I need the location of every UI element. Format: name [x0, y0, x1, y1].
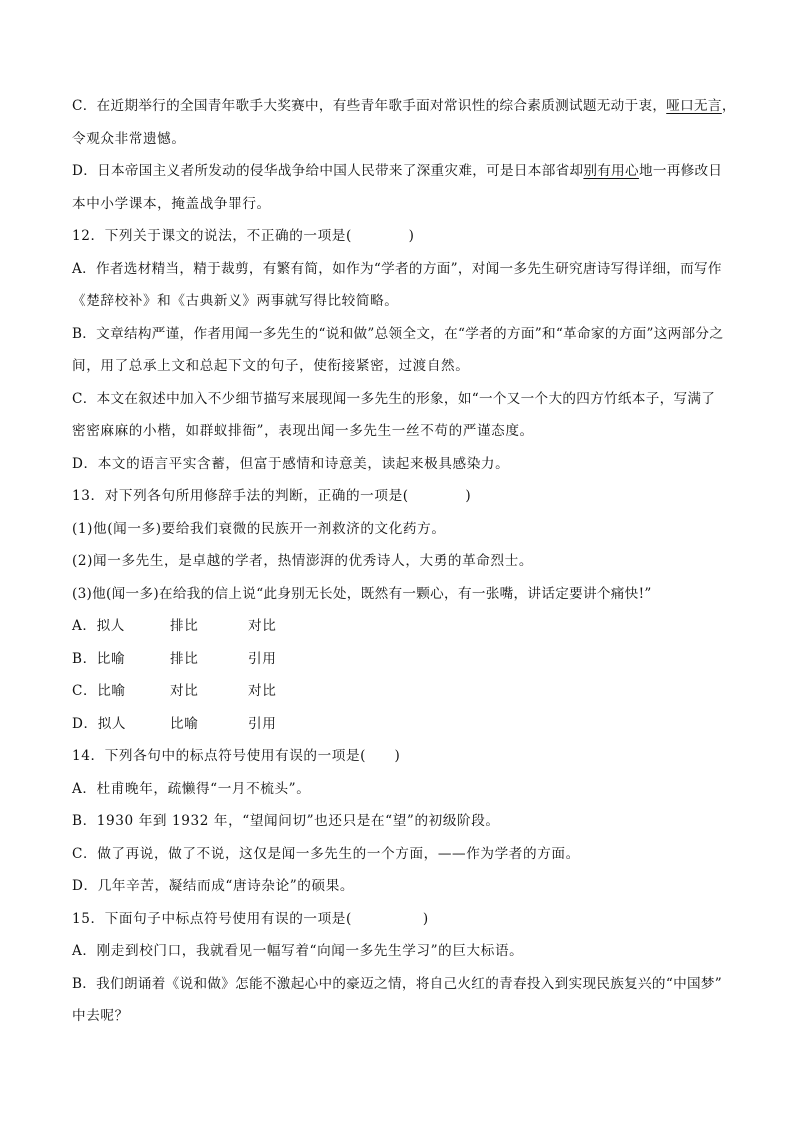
question-13-option-c	[72, 681, 732, 701]
option-col3: 引用	[248, 715, 277, 732]
question-14-stem: 14．下列各句中的标点符号使用有误的一项是( )	[72, 748, 401, 764]
question-13-sentence-1: (1)他(闻一多)要给我们衰微的民族开一剂救济的文化药方。	[72, 520, 446, 537]
option-col2: 排比	[170, 650, 199, 667]
question-13-option-d	[72, 714, 732, 734]
question-13-sentence-3: (3)他(闻一多)在给我的信上说“此身别无长处，既然有一颗心，有一张嘴，讲话定要讲个痛快!”	[72, 585, 652, 602]
question-14-option-d: D．几年辛苦，凝结而成“唐诗杂论”的硕果。	[72, 878, 355, 894]
question-12-option-c-line2: 密密麻麻的小楷，如群蚁排衙”，表现出闻一多先生一丝不苟的严谨态度。	[72, 423, 534, 439]
option-col2: 比喻	[170, 715, 199, 732]
option-d-prev-line2: 本中小学课本，掩盖战争罪行。	[72, 195, 271, 212]
question-12-option-c-line1: C．本文在叙述中加入不少细节描写来展现闻一多先生的形象，如“一个又一个大的四方竹纸本子，写满了	[72, 390, 716, 407]
question-12-option-a-line2: 《楚辞校补》和《古典新义》两事就写得比较简略。	[72, 293, 399, 309]
question-14-option-c: C．做了再说，做了不说，这仅是闻一多先生的一个方面，——作为学者的方面。	[72, 845, 580, 862]
question-12-option-d: D．本文的语言平实含蓄，但富于感情和诗意美，读起来极具感染力。	[72, 455, 510, 472]
question-13-option-a	[72, 616, 732, 636]
question-15-option-b-line1: B．我们朗诵着《说和做》怎能不激起心中的豪迈之情，将自己火红的青春投入到实现民族复兴的“中国梦”	[72, 975, 723, 992]
text: ，	[721, 98, 736, 114]
option-label: B．比喻	[72, 650, 126, 667]
text: 地一再修改日	[638, 163, 723, 179]
underlined-phrase: 别有用心	[583, 163, 639, 179]
underlined-phrase: 哑口无言	[666, 98, 722, 114]
question-15-stem: 15．下面句子中标点符号使用有误的一项是( )	[72, 910, 429, 927]
text: D．日本帝国主义者所发动的侵华战争给中国人民带来了深重灾难，可是日本部省却	[72, 163, 584, 179]
question-15-option-a: A．刚走到校门口，我就看见一幅写着“向闻一多先生学习”的巨大标语。	[72, 943, 524, 959]
question-12-option-b-line2: 间，用了总承上文和总起下文的句子，使衔接紧密，过渡自然。	[72, 358, 470, 374]
question-15-option-b-line2: 中去呢？	[72, 1008, 129, 1024]
question-13-option-b	[72, 649, 732, 669]
question-13-sentence-2: (2)闻一多先生，是卓越的学者，热情澎湃的优秀诗人，大勇的革命烈士。	[72, 553, 534, 569]
question-12-option-a-line1: A．作者选材精当，精于裁剪，有繁有简，如作为“学者的方面”，对闻一多先生研究唐诗写得详细，而写作	[72, 260, 722, 277]
option-c-prev-line1	[72, 96, 736, 116]
question-12-option-b-line1: B．文章结构严谨，作者用闻一多先生的“说和做”总领全文，在“学者的方面”和“革命家的方面”这两部分之	[72, 325, 724, 342]
option-col3: 引用	[248, 650, 277, 667]
text: C．在近期举行的全国青年歌手大奖赛中，有些青年歌手面对常识性的综合素质测试题无动于衷，	[72, 98, 667, 114]
option-label: A．拟人	[72, 618, 125, 634]
question-14-option-b: B．1930 年到 1932 年，“望闻问切”也还只是在“望”的初级阶段。	[72, 813, 500, 829]
question-14-option-a: A．杜甫晚年，疏懒得“一月不梳头”。	[72, 780, 311, 797]
option-label: C．比喻	[72, 683, 126, 699]
option-col3: 对比	[248, 618, 277, 634]
question-12-stem: 12．下列关于课文的说法，不正确的一项是( )	[72, 228, 415, 244]
document-page	[72, 96, 736, 1039]
question-13-stem: 13．对下列各句所用修辞手法的判断，正确的一项是( )	[72, 488, 472, 504]
option-c-prev-line2: 令观众非常遗憾。	[72, 130, 186, 147]
option-label: D．拟人	[72, 715, 127, 732]
option-col2: 对比	[170, 683, 199, 699]
option-col2: 排比	[170, 618, 199, 634]
option-d-prev-line1	[72, 161, 732, 181]
option-col3: 对比	[248, 683, 277, 699]
